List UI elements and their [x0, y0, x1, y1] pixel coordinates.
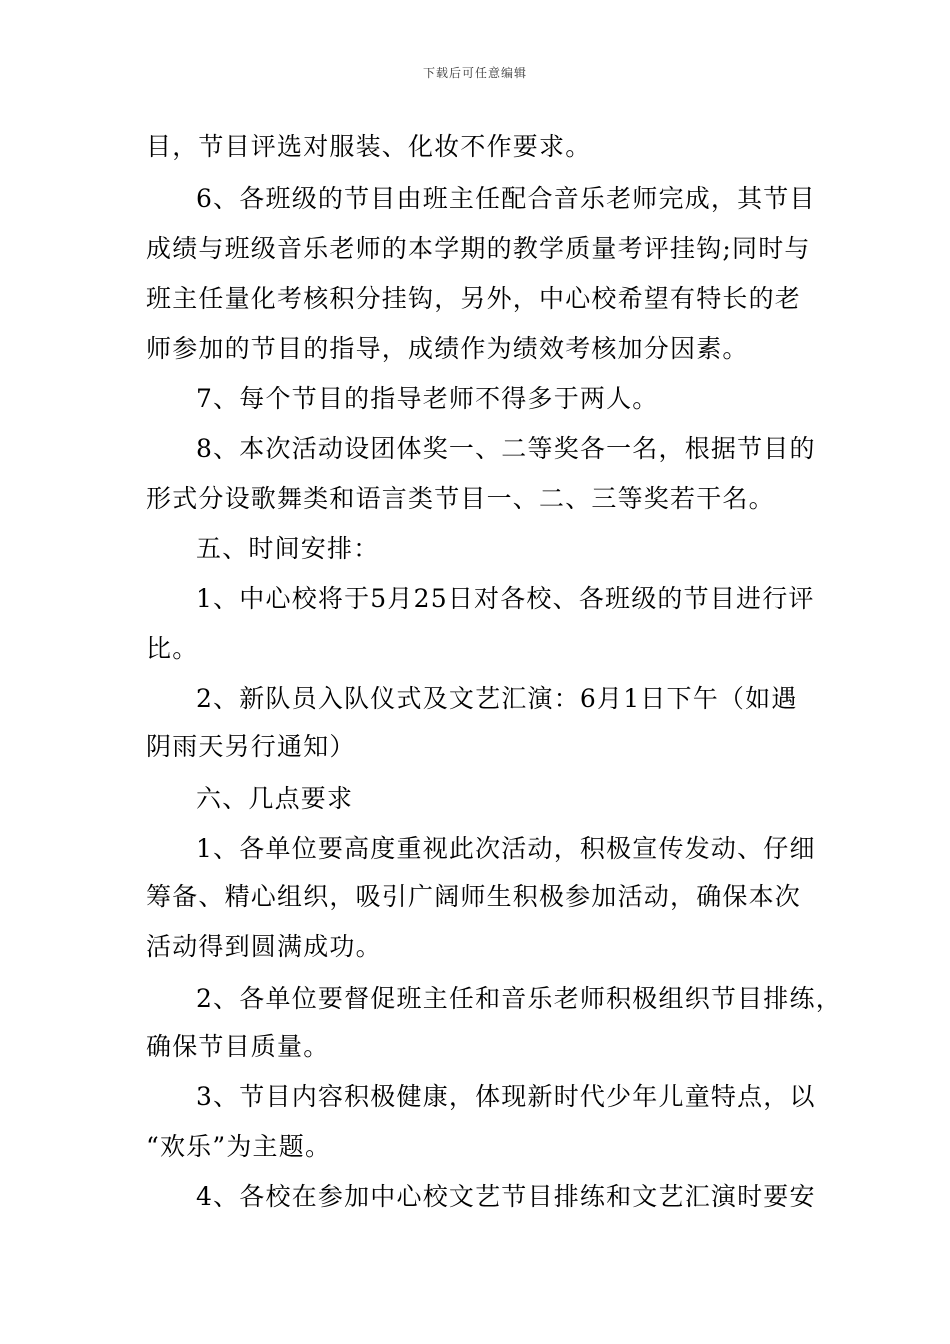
text-line: 师参加的节目的指导，成绩作为绩效考核加分因素。 [146, 334, 749, 363]
text-line: 目，节目评选对服装、化妆不作要求。 [146, 132, 592, 161]
text-line: 7、每个节目的指导老师不得多于两人。 [196, 384, 659, 413]
text-line: 比。 [146, 634, 199, 663]
text-line: 4、各校在参加中心校文艺节目排练和文艺汇演时要安 [196, 1182, 816, 1211]
text-line: 2、新队员入队仪式及文艺汇演：6月1日下午（如遇 [196, 684, 798, 713]
text-line: 6、各班级的节目由班主任配合音乐老师完成，其节目 [196, 184, 816, 213]
text-line: 形式分设歌舞类和语言类节目一、二、三等奖若干名。 [146, 484, 775, 513]
text-line: 活动得到圆满成功。 [146, 932, 382, 961]
text-line: 1、各单位要高度重视此次活动，积极宣传发动、仔细 [196, 834, 816, 863]
text-line: 2、各单位要督促班主任和音乐老师积极组织节目排练， [196, 984, 842, 1013]
text-line: 成绩与班级音乐老师的本学期的教学质量考评挂钩;同时与 [146, 234, 811, 263]
text-line: 8、本次活动设团体奖一、二等奖各一名，根据节目的 [196, 434, 816, 463]
text-line: 1、中心校将于5月25日对各校、各班级的节目进行评 [196, 584, 815, 613]
page-header: 下载后可任意编辑 [422, 66, 527, 80]
text-line: 阴雨天另行通知） [146, 732, 356, 761]
text-line: 3、节目内容积极健康，体现新时代少年儿童特点，以 [196, 1082, 816, 1111]
text-line: 筹备、精心组织，吸引广阔师生积极参加活动，确保本次 [146, 882, 802, 911]
text-line: “欢乐”为主题。 [146, 1132, 332, 1161]
section-heading: 五、时间安排： [196, 534, 380, 563]
text-line: 确保节目质量。 [146, 1032, 330, 1061]
text-line: 班主任量化考核积分挂钩，另外，中心校希望有特长的老 [146, 284, 802, 313]
section-heading: 六、几点要求 [196, 784, 354, 813]
